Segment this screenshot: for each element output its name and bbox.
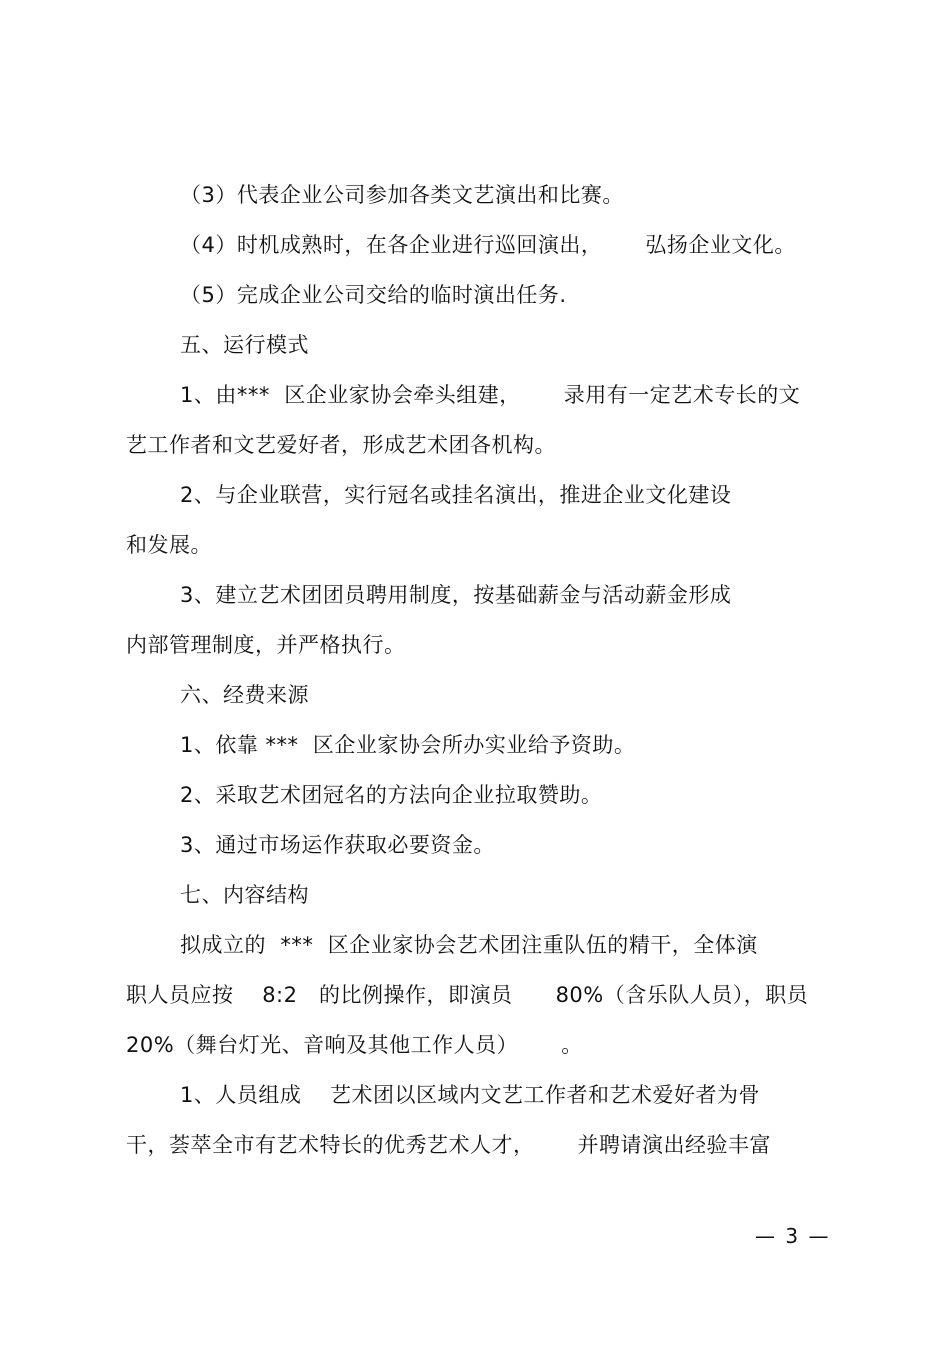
text-line: 拟成立的 *** 区企业家协会艺术团注重队伍的精干，全体演 [180, 933, 758, 957]
text-line: 1、人员组成 艺术团以区域内文艺工作者和艺术爱好者为骨 [180, 1083, 761, 1107]
text-line: （3）代表企业公司参加各类文艺演出和比赛。 [180, 183, 624, 207]
section-heading: 六、经费来源 [180, 683, 309, 707]
text-line: 3、建立艺术团团员聘用制度，按基础薪金与活动薪金形成 [180, 583, 732, 607]
text-line: 和发展。 [126, 533, 212, 557]
text-line: 1、依靠 *** 区企业家协会所办实业给予资助。 [180, 733, 636, 757]
text-line: （4）时机成熟时，在各企业进行巡回演出， 弘扬企业文化。 [180, 233, 796, 257]
text-line: 艺工作者和文艺爱好者，形成艺术团各机构。 [126, 433, 556, 457]
page-number: — 3 — [755, 1224, 831, 1248]
section-heading: 七、内容结构 [180, 883, 309, 907]
text-line: 1、由*** 区企业家协会牵头组建， 录用有一定艺术专长的文 [180, 383, 801, 407]
text-line: 干，荟萃全市有艺术特长的优秀艺术人才， 并聘请演出经验丰富 [126, 1133, 772, 1157]
text-line: 20%（舞台灯光、音响及其他工作人员） 。 [126, 1033, 583, 1057]
text-line: 内部管理制度，并严格执行。 [126, 633, 406, 657]
text-line: 2、与企业联营，实行冠名或挂名演出，推进企业文化建设 [180, 483, 732, 507]
text-line: 3、通过市场运作获取必要资金。 [180, 833, 495, 857]
text-line: 2、采取艺术团冠名的方法向企业拉取赞助。 [180, 783, 603, 807]
text-line: 职人员应按 8:2 的比例操作，即演员 80%（含乐队人员），职员 [126, 983, 809, 1007]
text-line: （5）完成企业公司交给的临时演出任务. [180, 283, 567, 307]
section-heading: 五、运行模式 [180, 333, 309, 357]
